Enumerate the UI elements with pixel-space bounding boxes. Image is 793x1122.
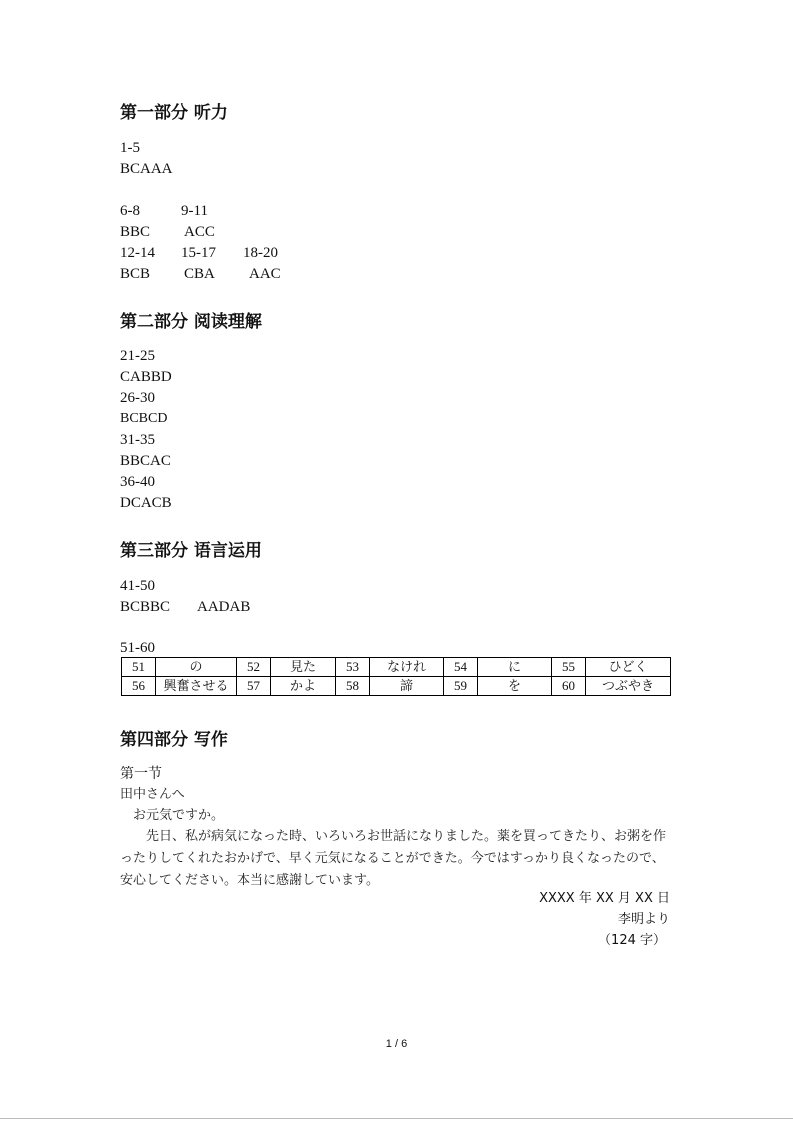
letter-body: 先日、私が病気になった時、いろいろお世話になりました。薬を買ってきたり、お粥を作ったりしてくれたおかげで、早く元気になることができた。今ではすっかり良くなったので、安心してください。本当に感謝しています。 <box>120 829 667 888</box>
table-cell: つぶやき <box>586 677 671 696</box>
range-label <box>120 201 208 221</box>
table-cell: 興奮させる <box>156 677 237 696</box>
table-cell: に <box>478 658 552 677</box>
table-cell: 55 <box>552 658 586 677</box>
answer-table <box>121 657 671 696</box>
range-label: 9-11 <box>181 203 208 219</box>
table-row <box>122 677 671 696</box>
table-cell: を <box>478 677 552 696</box>
table-cell: かよ <box>271 677 336 696</box>
letter-salutation: 田中さんへ <box>120 787 185 802</box>
answer-text: CABBD <box>120 369 172 385</box>
section-usage-title: 第三部分 语言运用 <box>120 541 262 561</box>
subsection-title: 第一节 <box>120 766 162 782</box>
answer-text: BCB <box>120 266 151 282</box>
range-label: 31-35 <box>120 432 155 448</box>
answer-text: AAC <box>249 266 281 282</box>
answer-text: AADAB <box>197 599 251 615</box>
letter-signature: 李明より <box>617 912 670 927</box>
table-cell: 見た <box>271 658 336 677</box>
letter-greeting: お元気ですか。 <box>133 808 225 823</box>
answer-text: ACC <box>184 224 215 240</box>
table-cell: 58 <box>336 677 370 696</box>
range-label: 51-60 <box>120 640 155 656</box>
range-label: 12-14 <box>120 245 155 261</box>
range-label <box>120 243 278 263</box>
table-cell: 52 <box>237 658 271 677</box>
answer-text: DCACB <box>120 495 172 511</box>
range-label: 6-8 <box>120 203 140 219</box>
section-listening-title: 第一部分 听力 <box>120 103 228 123</box>
range-label: 18-20 <box>243 245 278 261</box>
page-divider <box>0 1118 793 1119</box>
answer-text <box>120 264 281 284</box>
answer-text: BBC <box>120 224 151 240</box>
answer-text: BCBBC <box>120 599 171 615</box>
range-label: 36-40 <box>120 474 155 490</box>
table-cell: 51 <box>122 658 156 677</box>
table-cell: の <box>156 658 237 677</box>
table-cell: なけれ <box>370 658 444 677</box>
answer-text: CBA <box>184 266 215 282</box>
table-cell: 57 <box>237 677 271 696</box>
section-writing-title: 第四部分 写作 <box>120 730 228 750</box>
range-label: 26-30 <box>120 390 155 406</box>
table-cell: 諦 <box>370 677 444 696</box>
range-label: 15-17 <box>181 245 216 261</box>
range-label: 21-25 <box>120 348 155 364</box>
table-cell: 53 <box>336 658 370 677</box>
section-reading-title: 第二部分 阅读理解 <box>120 312 262 332</box>
range-label: 41-50 <box>120 578 155 594</box>
answer-text: BCBCD <box>120 411 168 426</box>
range-label: 1-5 <box>120 140 140 156</box>
page-number: 1 / 6 <box>385 1038 408 1050</box>
table-cell: 54 <box>444 658 478 677</box>
answer-text: BCAAA <box>120 161 173 177</box>
answer-text <box>120 597 250 617</box>
table-cell: ひどく <box>586 658 671 677</box>
table-cell: 59 <box>444 677 478 696</box>
table-row <box>122 658 671 677</box>
word-count: （124 字） <box>598 933 666 948</box>
table-cell: 60 <box>552 677 586 696</box>
table-cell: 56 <box>122 677 156 696</box>
answer-text <box>120 222 215 242</box>
answer-text: BBCAC <box>120 453 171 469</box>
letter-date: XXXX 年 XX 月 XX 日 <box>539 891 670 906</box>
